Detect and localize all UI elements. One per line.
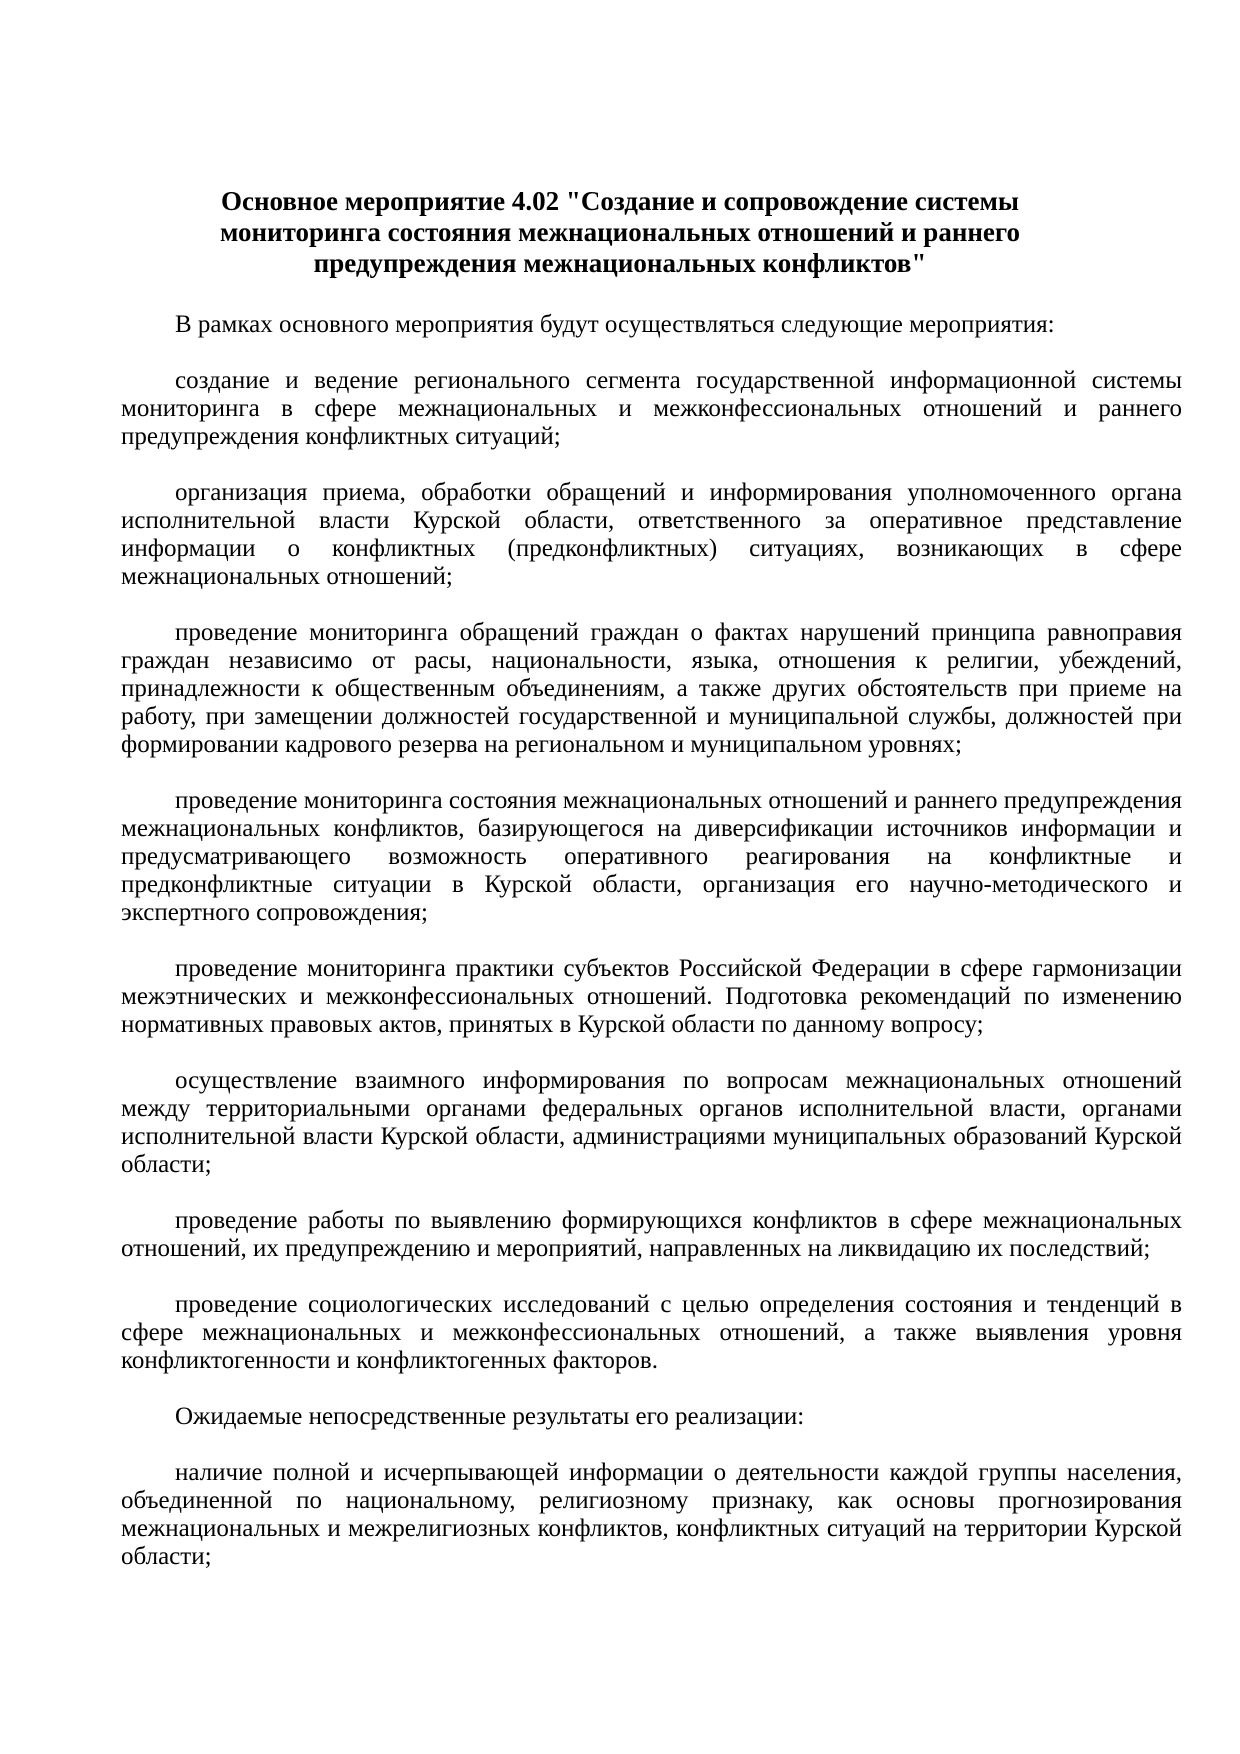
measure-paragraph: проведение мониторинга обращений граждан о фактах нарушений принципа равноправия граждан независимо от расы, национальности, языка, отношения к религии, убеждений, принадлежности к общественным объединениям, а также других обстоятельств при приеме на работу, при замещении должностей государственной и муниципальной службы, должностей при формировании кадрового резерва на региональном и муниципальном уровнях; bbox=[121, 619, 1182, 758]
intro-paragraph: В рамках основного мероприятия будут осуществляться следующие мероприятия: bbox=[175, 311, 1055, 338]
document-body bbox=[121, 311, 1182, 1599]
measure-paragraph: проведение мониторинга состояния межнациональных отношений и раннего предупреждения межнациональных конфликтов, базирующегося на диверсификации источников информации и предусматривающего возможность оперативного реагирования на конфликтные и предконфликтные ситуации в Курской области, организация его научно-методического и экспертного сопровождения; bbox=[121, 787, 1182, 926]
measure-paragraph: проведение мониторинга практики субъектов Российской Федерации в сфере гармонизации межэтнических и межконфессиональных отношений. Подготовка рекомендаций по изменению нормативных правовых актов, принятых в Курской области по данному вопросу; bbox=[121, 955, 1182, 1038]
results-heading-paragraph: Ожидаемые непосредственные результаты его реализации: bbox=[175, 1403, 805, 1430]
measure-paragraph: организация приема, обработки обращений и информирования уполномоченного органа исполнительной власти Курской области, ответственного за оперативное представление информации о конфликтных (предконфликтных) ситуациях, возникающих в сфере межнациональных отношений; bbox=[121, 479, 1182, 590]
measure-paragraph: проведение социологических исследований с целью определения состояния и тенденций в сфере межнациональных и межконфессиональных отношений, а также выявления уровня конфликтогенности и конфликтогенных факторов. bbox=[121, 1291, 1182, 1374]
measure-paragraph: проведение работы по выявлению формирующихся конфликтов в сфере межнациональных отношений, их предупреждению и мероприятий, направленных на ликвидацию их последствий; bbox=[121, 1207, 1182, 1262]
measure-paragraph: создание и ведение регионального сегмента государственной информационной системы мониторинга в сфере межнациональных и межконфессиональных отношений и раннего предупреждения конфликтных ситуаций; bbox=[121, 367, 1182, 450]
result-paragraph: наличие полной и исчерпывающей информации о деятельности каждой группы населения, объединенной по национальному, религиозному признаку, как основы прогнозирования межнациональных и межрелигиозных конфликтов, конфликтных ситуаций на территории Курской области; bbox=[121, 1459, 1182, 1570]
document-title: Основное мероприятие 4.02 "Создание и сопровождение системы мониторинга состояния межнациональных отношений и раннего предупреждения межнациональных конфликтов" bbox=[219, 186, 1021, 278]
measure-paragraph: осуществление взаимного информирования по вопросам межнациональных отношений между территориальными органами федеральных органов исполнительной власти, органами исполнительной власти Курской области, администрациями муниципальных образований Курской области; bbox=[121, 1067, 1182, 1178]
